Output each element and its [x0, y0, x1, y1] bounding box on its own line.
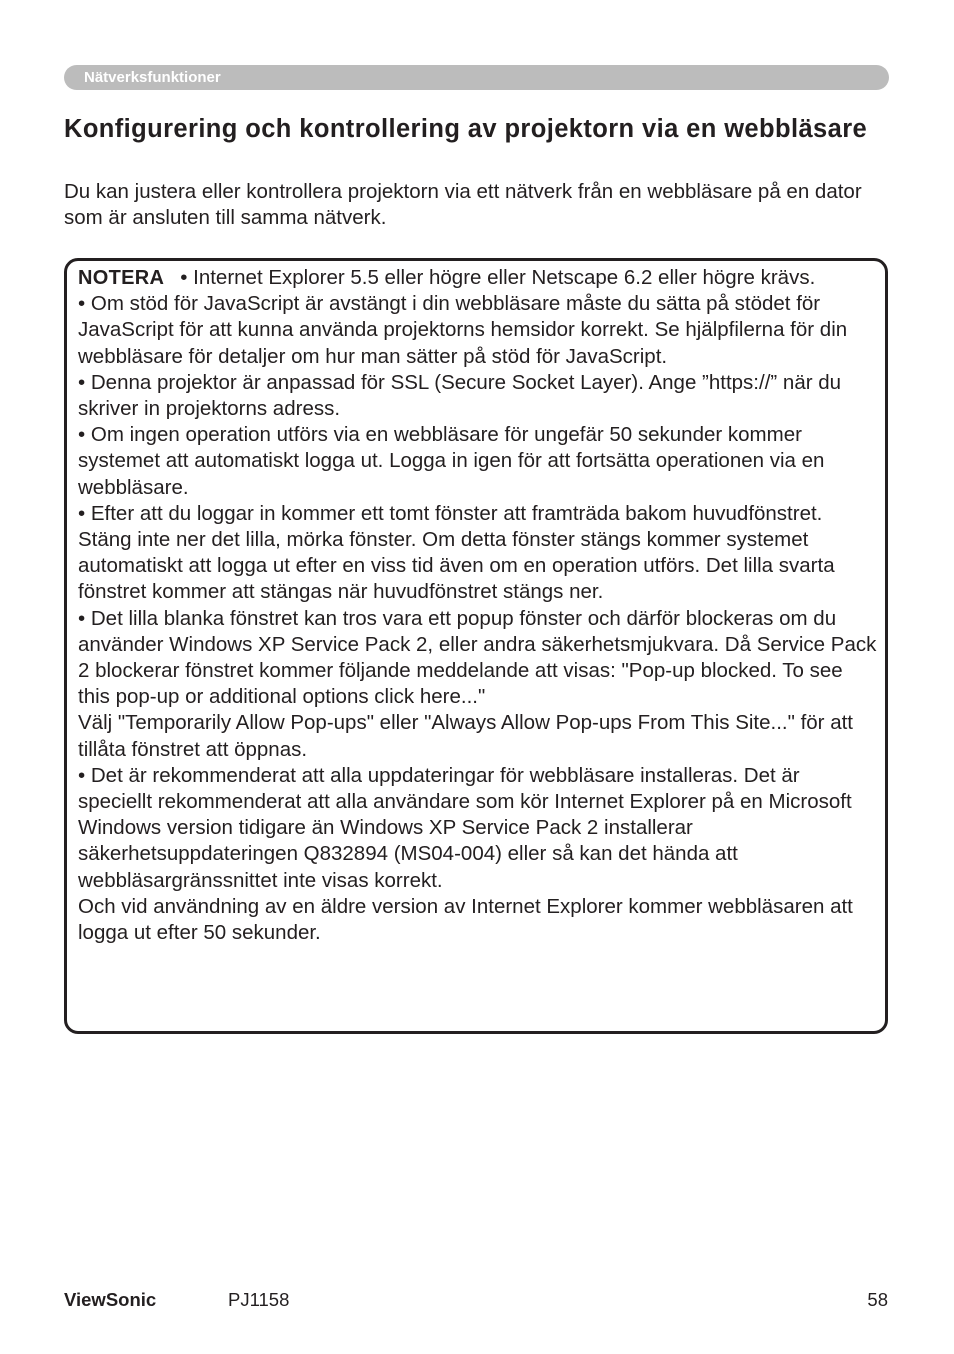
footer-model: PJ1158	[228, 1289, 290, 1310]
note-text	[78, 265, 878, 946]
note-box	[64, 258, 888, 1034]
note-paragraph-text: • Internet Explorer 5.5 eller högre eller Netscape 6.2 eller högre krävs.	[180, 266, 816, 289]
note-paragraph: • Om ingen operation utförs via en webbläsare för ungefär 50 sekunder kommer systemet att automatiskt logga ut. Logga in igen för att fortsätta operationen via en webbläsare.	[78, 423, 825, 499]
note-paragraph: • Efter att du loggar in kommer ett tomt fönster att framträda bakom huvudfönstret. Stäng inte ner det lilla, mörka fönster. Om detta fönster stängs kommer systemet automatiskt att logga ut efter en viss tid även om en operation utförs. Det lilla svarta fönstret kommer att stängas när huvudfönstret stängs ner.	[78, 501, 835, 604]
note-paragraph: Välj "Temporarily Allow Pop-ups" eller "Always Allow Pop-ups From This Site..." för att tillåta fönstret att öppnas.	[78, 711, 853, 761]
section-label: Nätverksfunktioner	[84, 69, 221, 86]
note-paragraph: Och vid användning av en äldre version av Internet Explorer kommer webbläsaren att logga ut efter 50 sekunder.	[78, 894, 853, 945]
footer-brand: ViewSonic	[64, 1289, 157, 1310]
page-title: Konfigurering och kontrollering av projektorn via en webbläsare	[64, 115, 868, 143]
page-number: 58	[867, 1289, 888, 1310]
note-paragraph: • Det är rekommenderat att alla uppdateringar för webbläsare installeras. Det är speciellt rekommenderat att alla användare som kör Internet Explorer på en Microsoft Windows version tidigare än Windows XP Service Pack 2 installerar säkerhetsuppdateringen Q832894 (MS04-004) eller så kan det hända att webbläsargränssnittet inte visas korrekt.	[78, 763, 852, 892]
note-label: NOTERA	[78, 267, 165, 289]
note-paragraph: • Om stöd för JavaScript är avstängt i din webbläsare måste du sätta på stödet för JavaScript för att kunna använda projektorns hemsidor korrekt. Se hjälpfilerna för din webbläsare för detaljer om hur man sätter på stöd för JavaScript.	[78, 292, 848, 368]
note-paragraph: • Det lilla blanka fönstret kan tros vara ett popup fönster och därför blockeras om du använder Windows XP Service Pack 2, eller andra säkerhetsmjukvara. Då Service Pack 2 blockerar fönstret kommer följande meddelande att visas: "Pop-up blocked. To see this pop-up or additional options click here..."	[78, 606, 877, 709]
intro-paragraph: Du kan justera eller kontrollera projektorn via ett nätverk från en webbläsare på en dator som är ansluten till samma nätverk.	[64, 180, 862, 230]
note-paragraph: • Denna projektor är anpassad för SSL (Secure Socket Layer). Ange ”https://” när du skriver in projektorns adress.	[78, 370, 842, 421]
note-paragraph	[78, 265, 878, 291]
section-header-bar	[64, 65, 889, 90]
